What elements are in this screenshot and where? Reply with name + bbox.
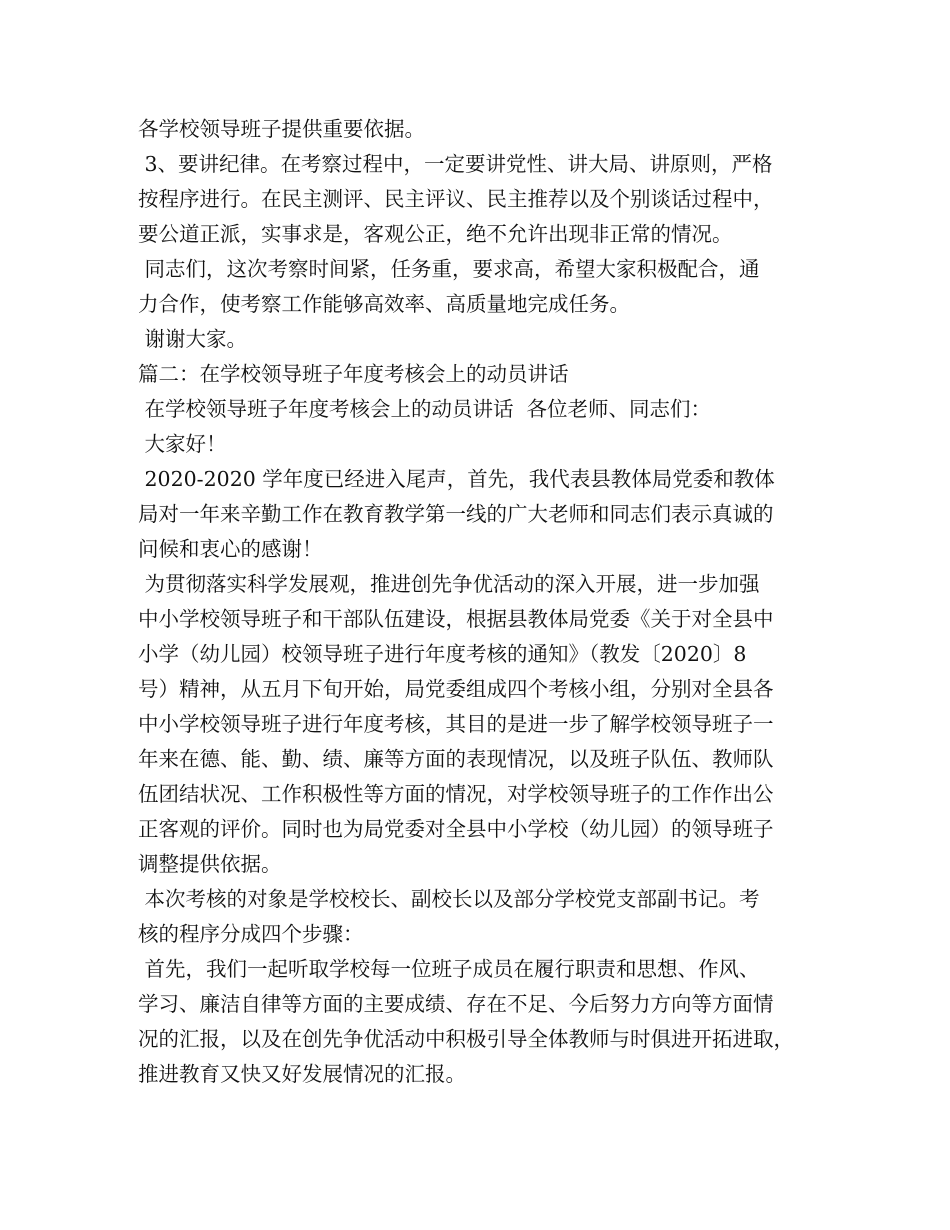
text-line: 伍团结状况、工作积极性等方面的情况，对学校领导班子的工作作出公 bbox=[138, 782, 774, 806]
text-line: 在学校领导班子年度考核会上的动员讲话 各位老师、同志们： bbox=[138, 397, 712, 421]
text-line: 推进教育又快又好发展情况的汇报。 bbox=[138, 1062, 466, 1086]
text-line: 同志们，这次考察时间紧，任务重，要求高，希望大家积极配合，通 bbox=[138, 257, 760, 281]
document-body bbox=[138, 112, 828, 1092]
text-line: 核的程序分成四个步骤： bbox=[138, 922, 364, 946]
text-line: 3、要讲纪律。在考察过程中，一定要讲党性、讲大局、讲原则，严格 bbox=[138, 152, 773, 176]
text-line: 各学校领导班子提供重要依据。 bbox=[138, 117, 425, 141]
text-line: 中小学校领导班子进行年度考核，其目的是进一步了解学校领导班子一 bbox=[138, 712, 774, 736]
text-line: 号）精神，从五月下旬开始，局党委组成四个考核小组，分别对全县各 bbox=[138, 677, 774, 701]
text-line: 为贯彻落实科学发展观，推进创先争优活动的深入开展，进一步加强 bbox=[138, 572, 760, 596]
text-line: 局对一年来辛勤工作在教育教学第一线的广大老师和同志们表示真诚的 bbox=[138, 502, 774, 526]
section-heading: 篇二：在学校领导班子年度考核会上的动员讲话 bbox=[138, 362, 569, 386]
text-line: 2020-2020 学年度已经进入尾声，首先，我代表县教体局党委和教体 bbox=[138, 467, 775, 491]
text-line: 学习、廉洁自律等方面的主要成绩、存在不足、今后努力方向等方面情 bbox=[138, 992, 774, 1016]
text-line: 大家好！ bbox=[138, 432, 227, 456]
text-line: 谢谢大家。 bbox=[138, 327, 248, 351]
text-line: 问候和衷心的感谢！ bbox=[138, 537, 323, 561]
text-line: 要公道正派，实事求是，客观公正，绝不允许出现非正常的情况。 bbox=[138, 222, 733, 246]
text-line: 中小学校领导班子和干部队伍建设，根据县教体局党委《关于对全县中 bbox=[138, 607, 774, 631]
text-line: 本次考核的对象是学校校长、副校长以及部分学校党支部副书记。考 bbox=[138, 887, 760, 911]
text-line: 年来在德、能、勤、绩、廉等方面的表现情况，以及班子队伍、教师队 bbox=[138, 747, 774, 771]
text-line: 正客观的评价。同时也为局党委对全县中小学校（幼儿园）的领导班子 bbox=[138, 817, 774, 841]
text-line: 按程序进行。在民主测评、民主评议、民主推荐以及个别谈话过程中， bbox=[138, 187, 774, 211]
text-line: 况的汇报，以及在创先争优活动中积极引导全体教师与时俱进开拓进取， bbox=[138, 1027, 794, 1051]
text-line: 小学（幼儿园）校领导班子进行年度考核的通知》（教发〔2020〕8 bbox=[138, 642, 747, 666]
text-line: 首先，我们一起听取学校每一位班子成员在履行职责和思想、作风、 bbox=[138, 957, 760, 981]
text-line: 力合作，使考察工作能够高效率、高质量地完成任务。 bbox=[138, 292, 630, 316]
text-line: 调整提供依据。 bbox=[138, 852, 282, 876]
